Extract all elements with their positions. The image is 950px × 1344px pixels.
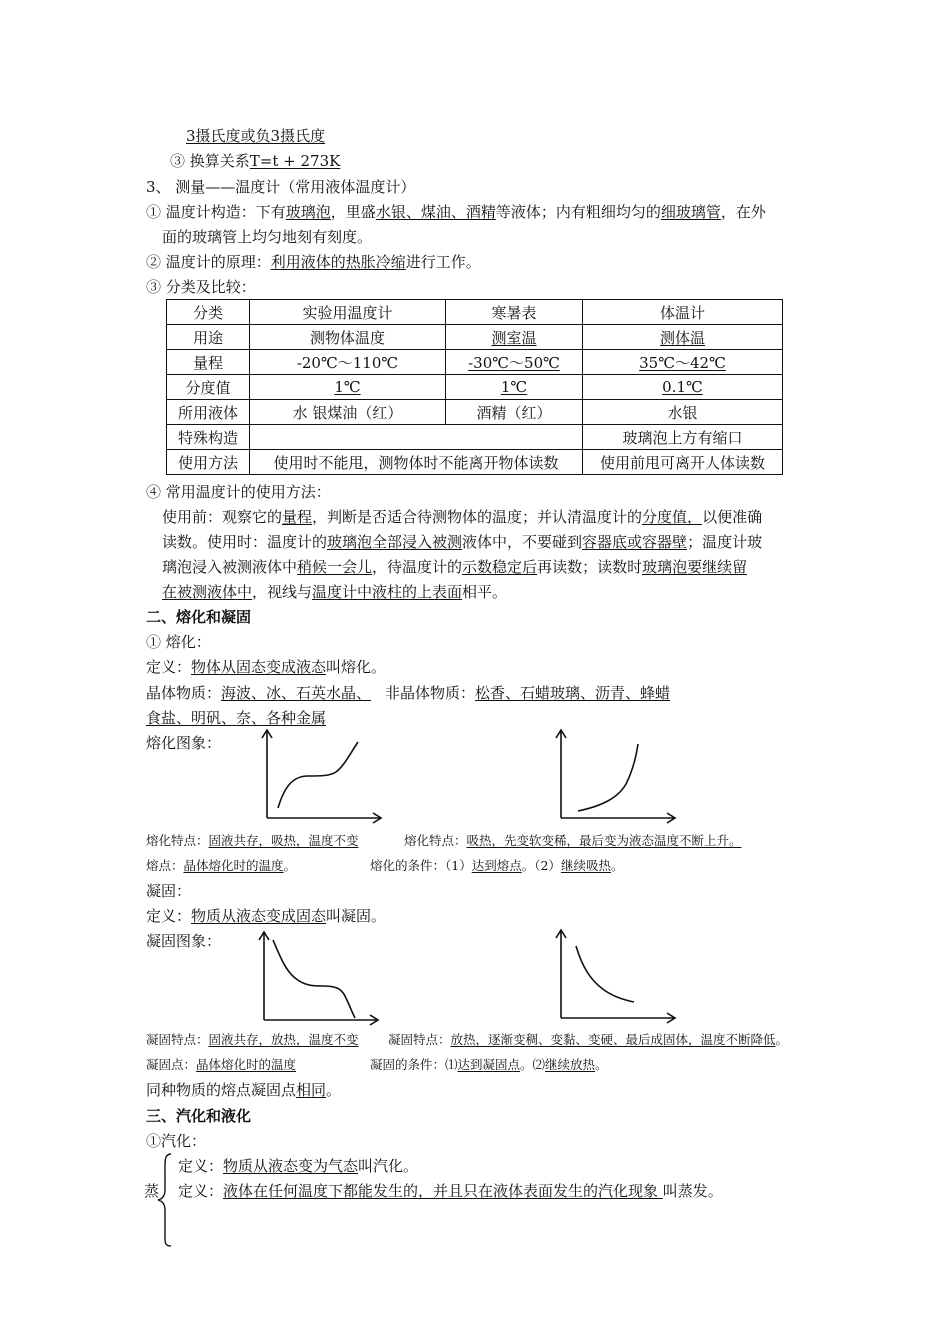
amorphous-solidification-features (388, 1030, 788, 1050)
melting-graph-label: 熔化图象： (146, 734, 222, 752)
solidification-curve (576, 946, 634, 1002)
solidification-curve (273, 940, 355, 1018)
text-underlined: 达到凝固点 (457, 1057, 521, 1072)
text: 晶体物质： (146, 684, 222, 702)
melting-section-heading: 二、熔化和凝固 (146, 608, 252, 626)
table-cell: -20℃～110℃ (250, 350, 446, 375)
text-underlined: 松香、石蜡玻璃、沥青、蜂蜡 (475, 684, 671, 702)
table-cell: 1℃ (446, 375, 583, 400)
text: 璃泡浸入被测液体中 (162, 558, 298, 576)
classification-heading: ③ 分类及比较： (146, 278, 256, 296)
text-underlined: 示数稳定后 (462, 558, 538, 576)
conversion-label: ③ 换算关系 (170, 152, 250, 170)
text-underlined: 继续放热 (545, 1057, 596, 1072)
text: 。 (610, 858, 624, 873)
table-cell: 量程 (167, 350, 250, 375)
table-header-cell: 寒暑表 (446, 300, 583, 325)
text-underlined: 稍候一会儿 (297, 558, 373, 576)
usage-line-2 (162, 532, 762, 552)
text: 凝固特点： (388, 1032, 451, 1047)
thermometer-principle-line (146, 252, 481, 272)
crystal-examples-cont: 食盐、明矾、奈、各种金属 (146, 709, 327, 727)
evaporation-definition (178, 1181, 723, 1201)
usage-line-4 (162, 582, 507, 602)
table-cell: 水银 (583, 400, 783, 425)
text-underlined: 固液共存，放热，温度不变 (208, 1032, 359, 1047)
table-cell (250, 425, 583, 450)
text: 叫蒸发。 (662, 1182, 723, 1200)
text: 等液体；内有粗细均匀的 (495, 203, 661, 221)
evaporation-side-label: 蒸 (144, 1182, 160, 1200)
x-axis (264, 1015, 378, 1025)
thermometer-comparison-table (166, 299, 783, 475)
text: ，待温度计的 (372, 558, 463, 576)
usage-line-3 (162, 557, 747, 577)
thermometer-structure-line (146, 202, 766, 222)
text-underlined: 物质从液态变为气态 (223, 1157, 359, 1175)
crystal-melting-features (146, 831, 359, 851)
table-cell: 酒精（红） (446, 400, 583, 425)
solidification-subheading: 凝固： (146, 882, 192, 900)
thermometer-structure-cont: 面的玻璃管上均匀地刻有刻度。 (162, 228, 373, 246)
text: 读数。使用时：温度计的 (162, 533, 328, 551)
text: ，视线与 (252, 583, 313, 601)
text: ，判断是否适合待测物体的温度；并认清温度计的 (312, 508, 643, 526)
solidification-graph-label: 凝固图象： (146, 932, 222, 950)
table-cell: 用途 (167, 325, 250, 350)
text: 凝固特点： (146, 1032, 209, 1047)
crystal-melting-graph (258, 728, 383, 823)
y-axis (262, 730, 272, 818)
table-cell: 水 银煤油（红） (250, 400, 446, 425)
table-row (167, 375, 783, 400)
text-underlined: 温度计中液柱的上表面 (312, 583, 463, 601)
text-underlined: 玻璃泡要继续留 (642, 558, 748, 576)
table-cell: 玻璃泡上方有缩口 (583, 425, 783, 450)
text: 。 (326, 1081, 342, 1099)
text-underlined: 物体从固态变成液态 (191, 658, 327, 676)
table-cell: 使用方法 (167, 450, 250, 475)
text-underlined: 吸热，先变软变稀，最后变为液态温度不断上升。 (466, 833, 742, 848)
text: 凝固点： (146, 1057, 197, 1072)
table-cell: 测室温 (446, 325, 583, 350)
text: 定义： (146, 658, 192, 676)
text: ；温度计玻 (687, 533, 763, 551)
text-underlined: 玻璃泡全部浸入被测 (327, 533, 463, 551)
text: 。 (283, 858, 297, 873)
amorphous-melting-features (404, 831, 742, 851)
table-cell: 特殊构造 (167, 425, 250, 450)
table-cell: 0.1℃ (583, 375, 783, 400)
text-underlined: 玻璃泡 (285, 203, 331, 221)
section-3-heading: 3、 测量——温度计（常用液体温度计） (146, 178, 416, 196)
text: 同种物质的熔点凝固点 (146, 1081, 297, 1099)
text-underlined: 利用液体的热胀冷缩 (270, 253, 406, 271)
amorphous-melting-graph (552, 728, 677, 823)
text: 。 (595, 1057, 608, 1072)
text-underlined: 量程 (282, 508, 313, 526)
table-cell: 使用时不能甩，测物体时不能离开物体读数 (250, 450, 583, 475)
melting-conditions (370, 856, 623, 876)
y-axis (556, 930, 566, 1018)
text: 。 (775, 1032, 789, 1047)
amorphous-solidification-graph (552, 928, 677, 1023)
text: 熔化特点： (404, 833, 467, 848)
table-cell: 1℃ (250, 375, 446, 400)
text: 熔化的条件：（1） (370, 858, 472, 873)
x-axis (561, 813, 675, 823)
table-cell: 所用液体 (167, 400, 250, 425)
text: 定义： (178, 1157, 224, 1175)
text-underlined: 放热，逐渐变稠、变黏、变硬、最后成固体，温度不断降低 (450, 1032, 776, 1047)
table-header-row (167, 300, 783, 325)
x-axis (561, 1013, 675, 1023)
text: 定义： (146, 907, 192, 925)
text: 熔点： (146, 858, 184, 873)
table-header-cell: 实验用温度计 (250, 300, 446, 325)
vaporization-section-heading: 三、汽化和液化 (146, 1107, 252, 1125)
text-underlined: 继续吸热 (560, 858, 611, 873)
solidification-conditions (370, 1055, 608, 1075)
text: ② 温度计的原理： (146, 253, 271, 271)
table-cell: -30℃～50℃ (446, 350, 583, 375)
melting-curve (278, 742, 358, 808)
text-underlined: 海波、冰、石英水晶、 (221, 684, 372, 702)
table-row (167, 325, 783, 350)
text-underlined: 物质从液态变成固态 (191, 907, 327, 925)
freezing-point-definition (146, 1055, 296, 1075)
text: 叫凝固。 (326, 907, 387, 925)
text: 进行工作。 (405, 253, 481, 271)
text: ，在外 (720, 203, 766, 221)
text: 叫熔化。 (326, 658, 387, 676)
table-cell: 35℃～42℃ (583, 350, 783, 375)
table-row (167, 425, 783, 450)
text: 。⑵ (520, 1057, 546, 1072)
text-underlined: 在被测液体中 (162, 583, 253, 601)
x-axis (267, 813, 381, 823)
conversion-formula: T=t + 273K (249, 152, 341, 170)
text-underlined: 固液共存，吸热，温度不变 (208, 833, 359, 848)
text-underlined: 相同 (296, 1081, 327, 1099)
text-underlined: 细玻璃管 (660, 203, 721, 221)
table-cell: 分度值 (167, 375, 250, 400)
vaporization-subheading: ①汽化： (146, 1132, 207, 1150)
text-underlined: 容器底或容器壁 (582, 533, 688, 551)
usage-heading: ④ 常用温度计的使用方法： (146, 483, 331, 501)
text-underlined: 水银、煤油、酒精 (375, 203, 496, 221)
table-cell: 使用前甩可离开人体读数 (583, 450, 783, 475)
text: 。（2） (521, 858, 561, 873)
table-cell: 测体温 (583, 325, 783, 350)
text: 以便准确 (702, 508, 763, 526)
melting-definition (146, 657, 386, 677)
y-axis (259, 932, 269, 1020)
conversion-line (170, 151, 340, 171)
melting-subheading: ① 熔化： (146, 633, 211, 651)
vaporization-definition (178, 1156, 418, 1176)
text-underlined: 分度值， (642, 508, 703, 526)
text-underlined: 液体在任何温度下都能发生的，并且只在液体表面发生的汽化现象 (223, 1182, 663, 1200)
table-row (167, 400, 783, 425)
crystal-examples-line (146, 683, 670, 703)
crystal-solidification-graph (255, 930, 380, 1025)
usage-line-1 (162, 507, 762, 527)
text: ，里盛 (330, 203, 376, 221)
text: 非晶体物质： (385, 684, 476, 702)
text: 定义： (178, 1182, 224, 1200)
y-axis (556, 730, 566, 818)
solidification-definition (146, 906, 386, 926)
temperature-reading-text: 3摄氏度或负3摄氏度 (186, 127, 326, 145)
table-row (167, 450, 783, 475)
same-point-statement (146, 1080, 341, 1100)
table-row (167, 350, 783, 375)
crystal-solidification-features (146, 1030, 359, 1050)
text-underlined: 晶体熔化时的温度 (196, 1057, 297, 1072)
table-header-cell: 分类 (167, 300, 250, 325)
text: 凝固的条件：⑴ (370, 1057, 458, 1072)
melting-curve (578, 744, 638, 811)
table-header-cell: 体温计 (583, 300, 783, 325)
melting-point-definition (146, 856, 296, 876)
table-cell: 测物体温度 (250, 325, 446, 350)
text-underlined: 达到熔点 (471, 858, 522, 873)
text-underlined: 晶体熔化时的温度 (183, 858, 284, 873)
text: 使用前：观察它的 (162, 508, 283, 526)
text: 相平。 (462, 583, 508, 601)
text: 叫汽化。 (358, 1157, 419, 1175)
text: 液体中，不要碰到 (462, 533, 583, 551)
text: 再读数；读数时 (537, 558, 643, 576)
text: ① 温度计构造：下有 (146, 203, 286, 221)
text: 熔化特点： (146, 833, 209, 848)
